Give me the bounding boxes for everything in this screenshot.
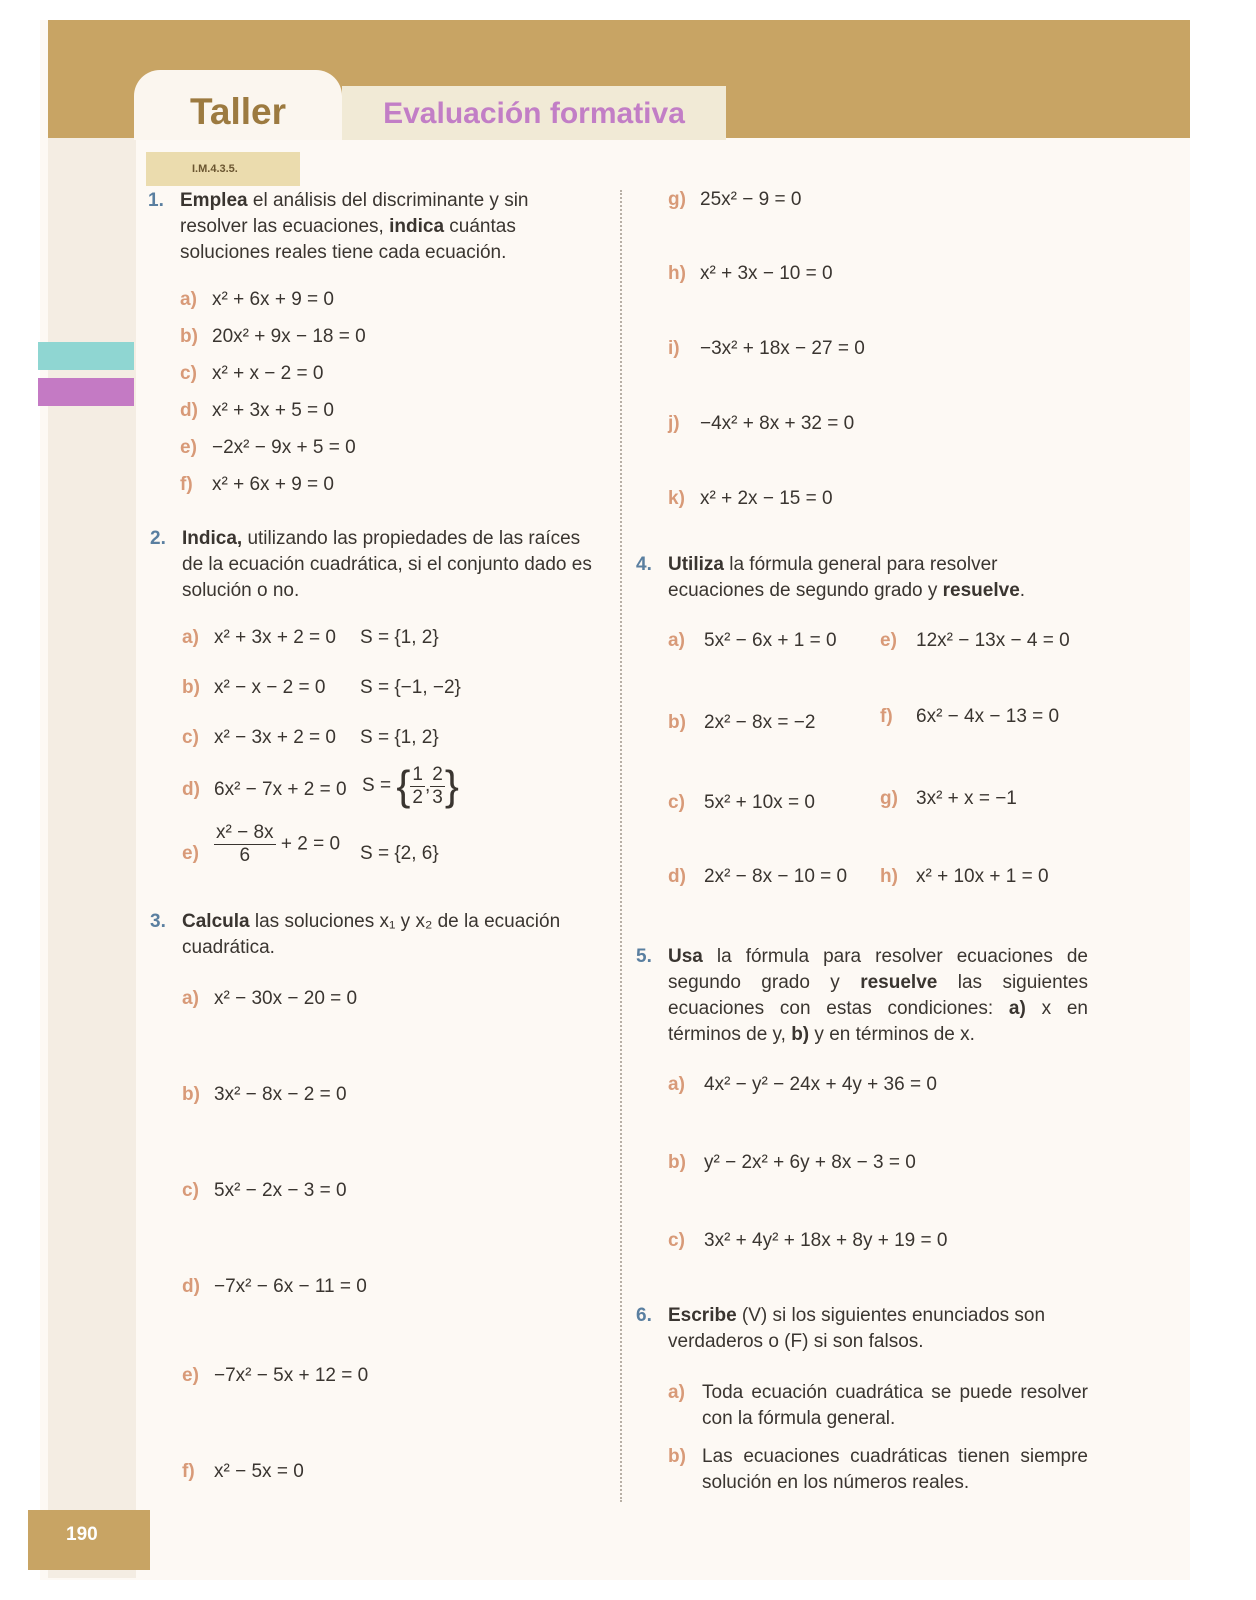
item-label: b)	[180, 326, 198, 347]
instruction-verb: Calcula	[182, 911, 250, 932]
instruction-verb: Emplea	[180, 190, 248, 211]
question-1	[148, 188, 598, 266]
equation: 3x² − 8x − 2 = 0	[214, 1084, 347, 1105]
denominator: 6	[239, 845, 251, 866]
equation: 5x² + 10x = 0	[704, 792, 815, 813]
solution-set-fractions: S = { $\frac{1}{2}$ , $\frac{2}{3}$ }	[362, 762, 459, 809]
equation: 5x² − 2x − 3 = 0	[214, 1180, 347, 1201]
question-text: la fórmula para resolver ecuaciones de segundo grado y	[668, 946, 1088, 993]
item-label: e)	[180, 437, 197, 458]
item-label: b)	[668, 1152, 686, 1173]
question-text: la fórmula general para resolver ecuaciones de segundo grado y	[668, 554, 998, 601]
item-label: b)	[182, 677, 200, 698]
question-number: 5.	[636, 946, 652, 967]
equation: x² − 3x + 2 = 0	[214, 727, 336, 748]
question-number: 3.	[150, 911, 166, 932]
item-label: g)	[880, 788, 898, 809]
equation: x² + x − 2 = 0	[212, 363, 324, 384]
question-text: y en términos de x.	[809, 1024, 975, 1045]
condition-label: b)	[791, 1024, 810, 1045]
item-label: e)	[880, 630, 897, 651]
equation: 25x² − 9 = 0	[700, 189, 802, 210]
left-brace: {	[396, 762, 411, 809]
set-prefix: S =	[362, 775, 392, 797]
equation: x² + 6x + 9 = 0	[212, 474, 334, 495]
item-label: d)	[180, 400, 198, 421]
question-2	[150, 526, 602, 604]
item-label: h)	[880, 866, 898, 887]
question-text: x en términos de y,	[668, 998, 1088, 1045]
equation: −2x² − 9x + 5 = 0	[212, 437, 356, 458]
equation: x² − 5x = 0	[214, 1461, 304, 1482]
instruction-verb: Usa	[668, 946, 703, 967]
solution-set: S = {2, 6}	[360, 843, 439, 864]
denominator: 3	[432, 786, 443, 808]
statement: Las ecuaciones cuadráticas tienen siempre solución en los números reales.	[702, 1446, 1088, 1493]
instruction-verb: resuelve	[942, 580, 1020, 601]
condition-label: a)	[1008, 998, 1026, 1019]
item-label: d)	[182, 1276, 200, 1297]
fraction	[410, 764, 425, 809]
equation: −3x² + 18x − 27 = 0	[700, 338, 865, 359]
column-divider	[620, 190, 622, 1502]
item-label: a)	[182, 988, 199, 1009]
item-label: c)	[182, 1180, 199, 1201]
question-number: 4.	[636, 554, 652, 575]
question-5	[636, 944, 1088, 1048]
numerator: x² − 8x	[216, 822, 274, 843]
instruction-verb: Escribe	[668, 1305, 737, 1326]
equation: 4x² − y² − 24x + 4y + 36 = 0	[704, 1074, 937, 1095]
item-label: c)	[668, 1230, 685, 1251]
question-4	[636, 552, 1086, 604]
item-label: i)	[668, 338, 680, 359]
question-text: (V) si los siguientes enunciados son verdaderos o (F) si son falsos.	[668, 1305, 1046, 1352]
fraction	[430, 764, 445, 809]
item-label: h)	[668, 263, 686, 284]
indicator-code: I.M.4.3.5.	[146, 152, 300, 186]
question-text: el análisis del discriminante y sin resolver las ecuaciones,	[180, 190, 529, 237]
item-label: a)	[180, 289, 197, 310]
item-label: a)	[182, 627, 199, 648]
item-label: c)	[668, 792, 685, 813]
equation-rest: + 2 = 0	[280, 833, 341, 855]
item-label: a)	[668, 630, 685, 651]
right-brace: }	[444, 762, 459, 809]
item-label: f)	[182, 1461, 195, 1482]
equation: −7x² − 5x + 12 = 0	[214, 1365, 369, 1386]
solution-set: S = {1, 2}	[360, 627, 439, 648]
section-title: Evaluación formativa	[342, 86, 726, 140]
equation: 2x² − 8x = −2	[704, 712, 816, 733]
taller-tab: Taller	[134, 70, 342, 140]
question-text: .	[1019, 580, 1026, 601]
item-label: f)	[880, 706, 893, 727]
item-label: a)	[668, 1382, 685, 1403]
item-label: e)	[182, 1365, 199, 1386]
equation: 6x² − 4x − 13 = 0	[916, 706, 1060, 727]
item-label: b)	[668, 712, 686, 733]
equation: x² + 6x + 9 = 0	[212, 289, 334, 310]
equation: x² + 3x + 2 = 0	[214, 627, 336, 648]
equation: x² + 3x − 10 = 0	[700, 263, 833, 284]
equation: 2x² − 8x − 10 = 0	[704, 866, 848, 887]
item-label: k)	[668, 488, 685, 509]
instruction-verb: Indica,	[182, 528, 243, 549]
question-number: 6.	[636, 1305, 652, 1326]
solution-set: S = {−1, −2}	[360, 677, 461, 698]
question-text: cuántas soluciones reales tiene cada ecuación.	[180, 216, 516, 263]
equation: 3x² + x = −1	[916, 788, 1017, 809]
equation: 6x² − 7x + 2 = 0	[214, 779, 347, 800]
item-label: d)	[668, 866, 686, 887]
item-label: c)	[180, 363, 197, 384]
item-label: b)	[182, 1084, 200, 1105]
fraction-equation	[214, 822, 340, 867]
equation: x² + 10x + 1 = 0	[916, 866, 1049, 887]
equation: x² + 2x − 15 = 0	[700, 488, 833, 509]
question-6	[636, 1303, 1088, 1355]
equation: 3x² + 4y² + 18x + 8y + 19 = 0	[704, 1230, 948, 1251]
equation: −7x² − 6x − 11 = 0	[214, 1276, 367, 1297]
statement: Toda ecuación cuadrática se puede resolver con la fórmula general.	[702, 1382, 1088, 1429]
question-3	[150, 909, 602, 961]
numerator: 2	[432, 763, 443, 785]
question-number: 1.	[148, 190, 164, 211]
item-label: c)	[182, 727, 199, 748]
instruction-verb: resuelve	[860, 972, 938, 993]
instruction-verb: Utiliza	[668, 554, 724, 575]
equation: x² − 30x − 20 = 0	[214, 988, 358, 1009]
equation: −4x² + 8x + 32 = 0	[700, 413, 855, 434]
equation: 5x² − 6x + 1 = 0	[704, 630, 837, 651]
question-number: 2.	[150, 528, 166, 549]
item-label: g)	[668, 189, 686, 210]
page-number: 190	[28, 1510, 150, 1570]
denominator: 2	[412, 786, 423, 808]
item-label: e)	[182, 843, 199, 864]
item-label: a)	[668, 1074, 685, 1095]
equation: y² − 2x² + 6y + 8x − 3 = 0	[704, 1152, 916, 1173]
equation: x² − x − 2 = 0	[214, 677, 326, 698]
item-label: b)	[668, 1446, 686, 1467]
item-label: d)	[182, 779, 200, 800]
solution-set: S = {1, 2}	[360, 727, 439, 748]
question-text: utilizando las propiedades de las raíces de la ecuación cuadrática, si el conjunto dado es solución o no.	[182, 528, 592, 601]
numerator: 1	[412, 763, 423, 785]
question-text: las siguientes ecuaciones con estas condiciones:	[668, 972, 1088, 1019]
item-label: j)	[668, 413, 680, 434]
equation: x² + 3x + 5 = 0	[212, 400, 334, 421]
pink-margin-stripe	[38, 378, 134, 406]
equation: 12x² − 13x − 4 = 0	[916, 630, 1070, 651]
question-text: las soluciones x₁ y x₂ de la ecuación cuadrática.	[182, 911, 561, 958]
teal-margin-stripe	[38, 342, 134, 370]
equation: 20x² + 9x − 18 = 0	[212, 326, 366, 347]
instruction-verb: indica	[389, 216, 445, 237]
item-label: f)	[180, 474, 193, 495]
fraction	[214, 822, 276, 867]
